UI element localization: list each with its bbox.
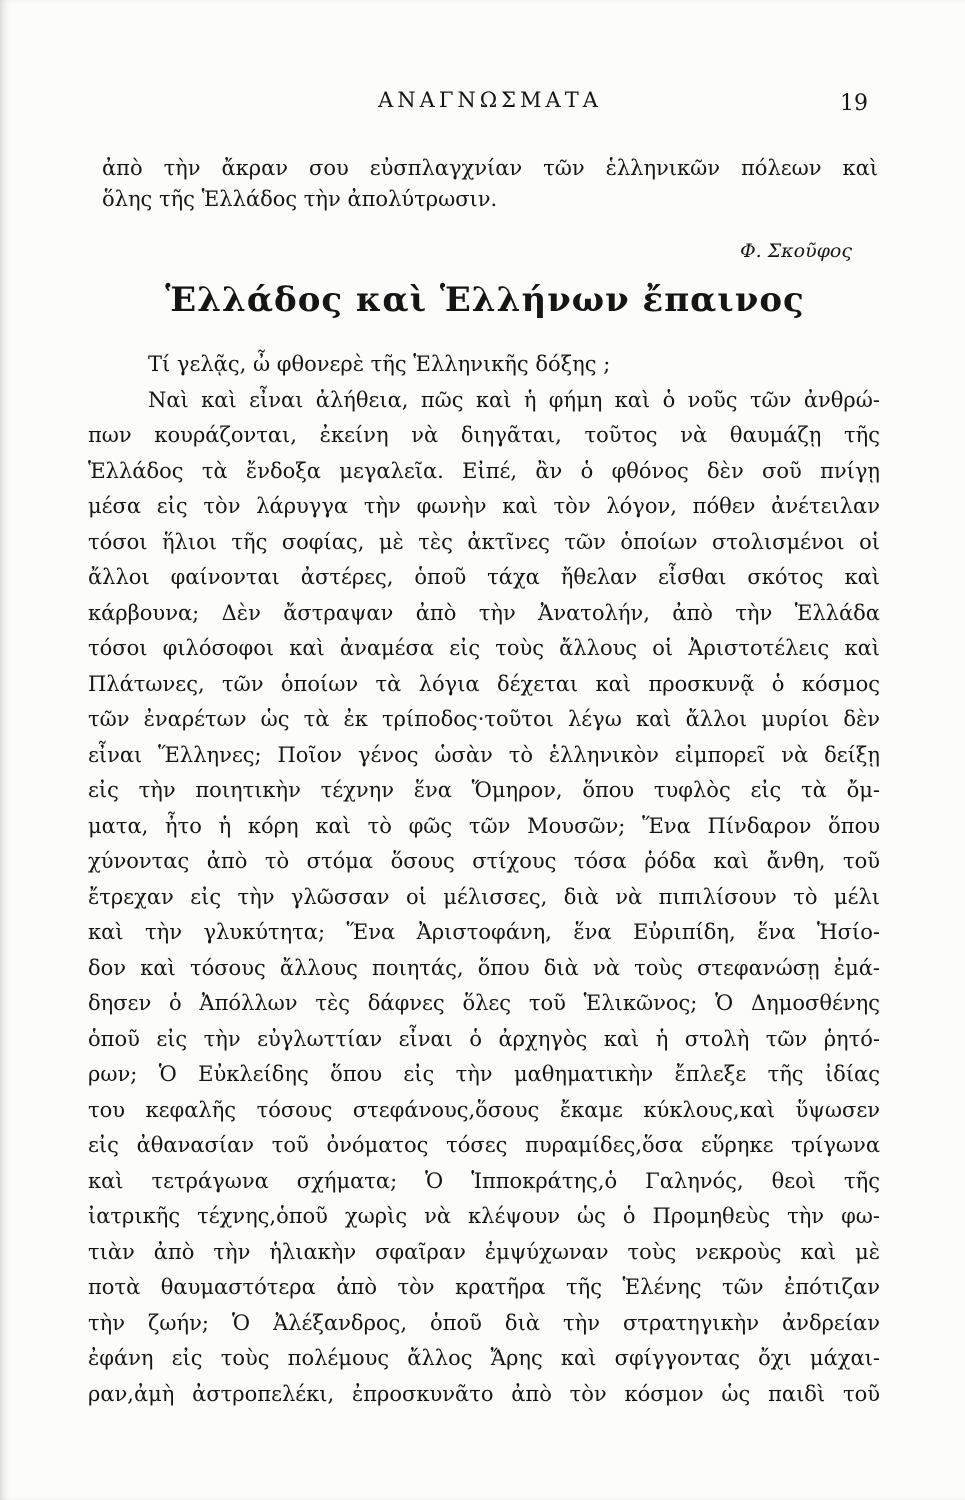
text-line: τῶν ἐναρέτων ὡς τὰ ἐκ τρίποδος·τοῦτοι λέγω καὶ ἄλλοι μυρίοι δὲν (88, 707, 880, 731)
text-line: ματα, ἦτο ἡ κόρη καὶ τὸ φῶς τῶν Μουσῶν; Ἕνα Πίνδαρον ὅπου (88, 813, 880, 838)
text-line: κάρβουνα; Δὲν ἄστραψαν ἀπὸ τὴν Ἀνατολήν, ἀπὸ τὴν Ἑλλάδα (88, 600, 880, 625)
paragraph (88, 383, 880, 1413)
text-line: ρων; Ὁ Εὐκλείδης ὅπου εἰς τὴν μαθηματικὴν ἔπλεξε τῆς ἰδίας (88, 1062, 880, 1086)
text-line: ραν,ἀμὴ ἀστροπελέκι, ἐπροσκυνᾶτο ἀπὸ τὸν κόσμον ὡς παιδὶ τοῦ (88, 1381, 880, 1406)
text-line: καὶ τὴν γλυκύτητα; Ἕνα Ἀριστοφάνη, ἕνα Εὐριπίδη, ἕνα Ἡσίο- (88, 920, 880, 944)
text-line: τὴν ζωήν; Ὁ Ἀλέξανδρος, ὁποῦ διὰ τὴν στρατηγικὴν ἀνδρείαν (88, 1310, 880, 1335)
text-line: Ἑλλάδος τὰ ἔνδοξα μεγαλεῖα. Εἰπέ, ἂν ὁ φθόνος δὲν σοῦ πνίγῃ (88, 458, 880, 483)
page-number: 19 (840, 91, 868, 116)
text-line: ἄλλοι φαίνονται ἀστέρες, ὁποῦ τάχα ἤθελαν εἶσθαι σκότος καὶ (88, 565, 880, 589)
text-line: δον καὶ τόσους ἄλλους ποιητάς, ὅπου διὰ νὰ τοὺς στεφανώσῃ ἐμά- (88, 955, 880, 980)
text-line: ἀπὸ τὴν ἄκραν σου εὐσπλαγχνίαν τῶν ἑλληνικῶν πόλεων καὶ (102, 156, 878, 180)
text-line: ποτὰ θαυμαστότερα ἀπὸ τὸν κρατῆρα τῆς Ἑλένης τῶν ἐπότιζαν (88, 1275, 880, 1299)
article-title: Ἑλλάδος καὶ Ἑλλήνων ἔπαινος (165, 280, 805, 320)
text-line: μέσα εἰς τὸν λάρυγγα τὴν φωνὴν καὶ τὸν λόγον, πόθεν ἀνέτειλαν (88, 494, 880, 518)
text-line: καὶ τετράγωνα σχήματα; Ὁ Ἱπποκράτης,ὁ Γαληνός, θεοὶ τῆς (88, 1168, 880, 1193)
text-line: εἶναι Ἕλληνες; Ποῖον γένος ὡσὰν τὸ ἑλληνικὸν εἰμπορεῖ νὰ δείξῃ (88, 742, 880, 767)
text-line: του κεφαλῆς τόσους στεφάνους,ὅσους ἔκαμε κύκλους,καὶ ὕψωσεν (88, 1097, 880, 1122)
text-line: ὁποῦ εἰς τὴν εὐγλωττίαν εἶναι ὁ ἀρχηγὸς καὶ ἡ στολὴ τῶν ῥητό- (88, 1026, 880, 1051)
text-line: ὅλης τῆς Ἑλλάδος τὴν ἀπολύτρωσιν. (102, 187, 498, 211)
text-line: τιὰν ἀπὸ τὴν ἡλιακὴν σφαῖραν ἐμψύχωναν τοὺς νεκροὺς καὶ μὲ (88, 1239, 880, 1264)
text-line: Ναὶ καὶ εἶναι ἀλήθεια, πῶς καὶ ἡ φήμη καὶ ὁ νοῦς τῶν ἀνθρώ- (148, 387, 880, 412)
running-header (100, 84, 880, 116)
text-line: Τί γελᾷς, ὦ φθονερὲ τῆς Ἑλληνικῆς δόξης ; (148, 352, 611, 376)
text-line: Πλάτωνες, τῶν ὁποίων τὰ λόγια δέχεται καὶ προσκυνᾷ ὁ κόσμος (88, 671, 880, 696)
text-line: ἰατρικῆς τέχνης,ὁποῦ χωρὶς νὰ κλέψουν ὡς ὁ Προμηθεὺς τὴν φω- (88, 1204, 880, 1228)
text-line: τόσοι ἥλιοι τῆς σοφίας, μὲ τὲς ἀκτῖνες τῶν ὁποίων στολισμένοι οἱ (88, 529, 880, 554)
text-line: εἰς ἀθανασίαν τοῦ ὀνόματος τόσες πυραμίδες,ὅσα εὕρηκε τρίγωνα (88, 1133, 880, 1157)
text-line: δησεν ὁ Ἀπόλλων τὲς δάφνες ὅλες τοῦ Ἑλικῶνος; Ὁ Δημοσθένης (88, 991, 880, 1015)
running-header-title: ΑΝΑΓΝΩΣΜΑΤΑ (378, 88, 602, 112)
preceding-text (102, 153, 878, 215)
text-line: ἔτρεχαν εἰς τὴν γλῶσσαν οἱ μέλισσες, διὰ νὰ πιπιλίσουν τὸ μέλι (88, 884, 880, 909)
text-line: τόσοι φιλόσοφοι καὶ ἀναμέσα εἰς τοὺς ἄλλους οἱ Ἀριστοτέλεις καὶ (88, 636, 880, 660)
paragraph (88, 347, 880, 383)
text-line: πων κουράζονται, ἐκείνη νὰ διηγᾶται, τοῦτος νὰ θαυμάζῃ τῆς (88, 423, 880, 447)
text-line: εἰς τὴν ποιητικὴν τέχνην ἕνα Ὅμηρον, ὅπου τυφλὸς εἰς τὰ ὄμ- (88, 778, 880, 802)
article-body (88, 347, 880, 1412)
text-line: χύνοντας ἀπὸ τὸ στόμα ὅσους στίχους τόσα ῥόδα καὶ ἄνθη, τοῦ (88, 849, 880, 873)
text-line: ἐφάνη εἰς τοὺς πολέμους ἄλλος Ἄρης καὶ σφίγγοντας ὄχι μάχαι- (88, 1346, 880, 1370)
author-signature: Φ. Σκοῦφος (740, 240, 852, 262)
